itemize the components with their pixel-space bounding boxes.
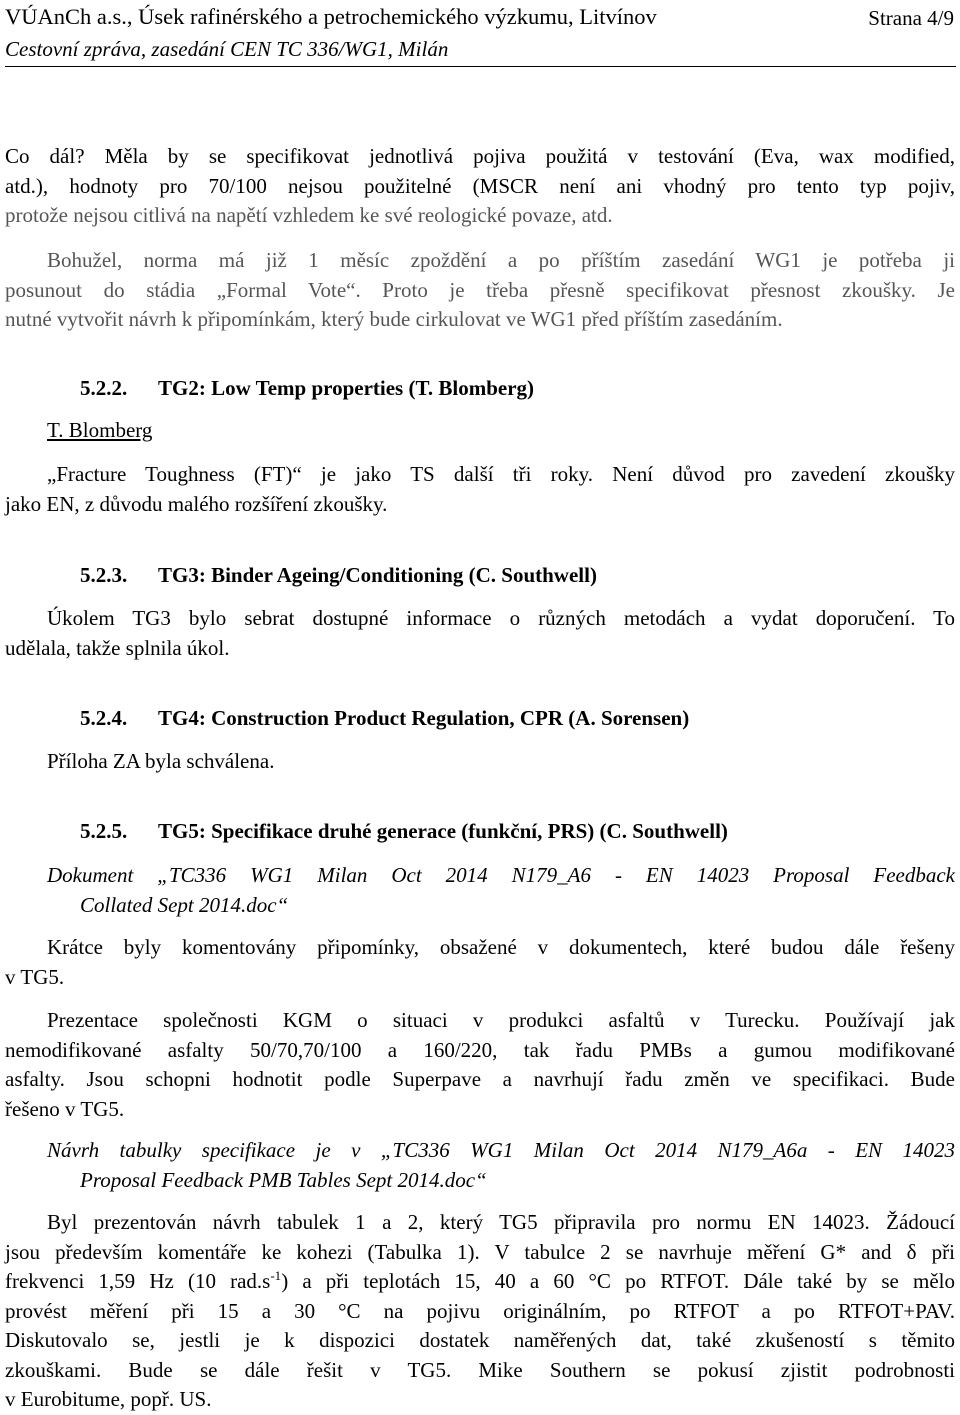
text-line: zkouškami. Bude se dále řešit v TG5. Mike Southern se pokusí zjistit podrobnosti [5,1357,955,1382]
section-number: 5.2.5. [80,819,128,843]
section-title: TG2: Low Temp properties (T. Blomberg) [158,376,535,400]
text-line: Příloha ZA byla schválena. [47,749,275,773]
text-line: Dokument „TC336 WG1 Milan Oct 2014 N179_A6 - EN 14023 Proposal Feedback [47,863,955,887]
text-line: nemodifikované asfalty 50/70,70/100 a 160/220, tak řadu PMBs a gumou modifikované [5,1037,955,1062]
text-line: Bohužel, norma má již 1 měsíc zpoždění a po příštím zasedání WG1 je potřeba ji [47,248,955,272]
section-heading-5-2-4 [80,706,689,731]
text-line: Byl prezentován návrh tabulek 1 a 2, který TG5 připravila pro normu EN 14023. Žádoucí [47,1210,955,1234]
document-reference-1 [47,861,955,920]
section-heading-5-2-3 [80,563,597,588]
section-title: TG3: Binder Ageing/Conditioning (C. Southwell) [158,563,597,587]
text-line: posunout do stádia „Formal Vote“. Proto je třeba přesně specifikovat přesnost zkoušky. Je [5,277,955,302]
text-line: v Eurobitume, popř. US. [5,1387,212,1411]
author-name: T. Blomberg [47,418,153,442]
paragraph-next-steps [5,142,955,231]
page-number: Strana 4/9 [868,6,954,30]
section-title: TG5: Specifikace druhé generace (funkční, PRS) (C. Southwell) [158,819,728,843]
paragraph-tg3 [5,604,955,663]
text-line [5,1267,955,1297]
text-line: Co dál? Měla by se specifikovat jednotlivá pojiva použitá v testování (Eva, wax modified, [5,144,955,168]
text-line: asfalty. Jsou schopni hodnotit podle Superpave a navrhují řadu změn ve specifikaci. Bude [5,1067,955,1091]
header-rule [5,66,956,67]
text-line: v TG5. [5,964,65,989]
text-line: Návrh tabulky specifikace je v „TC336 WG1 Milan Oct 2014 N179_A6a - EN 14023 [47,1138,955,1162]
text-line: jsou především komentáře ke kohezi (Tabulka 1). V tabulce 2 se navrhuje měření G* and δ při [5,1239,955,1264]
paragraph-fracture-toughness [5,460,955,519]
section-heading-5-2-2 [80,376,534,401]
text-fragment: frekvenci 1,59 Hz (10 rad.s [5,1269,271,1293]
text-line: protože nejsou citlivá na napětí vzhledem ke své reologické povaze, atd. [5,203,613,227]
text-line: Proposal Feedback PMB Tables Sept 2014.doc“ [80,1167,487,1192]
header-organization: VÚAnCh a.s., Úsek rafinérského a petrochemického výzkumu, Litvínov [5,4,657,29]
section-number: 5.2.2. [80,376,128,400]
section-title: TG4: Construction Product Regulation, CPR (A. Sorensen) [158,706,690,730]
header-subtitle: Cestovní zpráva, zasedání CEN TC 336/WG1, Milán [5,37,449,61]
text-fragment: ) a při teplotách 15, 40 a 60 °C po RTFOT. Dále také by se mělo [281,1269,956,1293]
section-number: 5.2.3. [80,563,128,587]
text-line: Prezentace společnosti KGM o situaci v produkci asfaltů v Turecku. Používají jak [47,1008,955,1032]
paragraph-kgm [5,1006,955,1124]
text-line: nutné vytvořit návrh k připomínkám, který bude cirkulovat ve WG1 před příštím zasedáním. [5,307,783,331]
superscript: -1 [270,1268,282,1283]
text-line: Diskutovalo se, jestli je k dispozici dostatek naměřených dat, také zkušeností s těmito [5,1328,955,1352]
text-line: jako EN, z důvodu malého rozšíření zkoušky. [5,491,388,516]
text-line: atd.), hodnoty pro 70/100 nejsou použitelné (MSCR není ani vhodný pro tento typ pojiv, [5,173,955,198]
text-line: provést měření při 15 a 30 °C na pojivu originálním, po RTFOT a po RTFOT+PAV. [5,1298,955,1323]
paragraph-tg4 [47,747,947,777]
text-line: Úkolem TG3 bylo sebrat dostupné informace o různých metodách a vydat doporučení. To [47,606,955,630]
text-line: Collated Sept 2014.doc“ [80,892,289,917]
text-line: řešeno v TG5. [5,1096,125,1121]
text-line: Krátce byly komentovány připomínky, obsažené v dokumentech, které budou dále řešeny [47,935,955,959]
section-heading-5-2-5 [80,819,728,844]
text-line: „Fracture Toughness (FT)“ je jako TS další tři roky. Není důvod pro zavedení zkoušky [47,462,955,486]
paragraph-tables [5,1208,955,1415]
paragraph-comments [5,933,955,992]
paragraph-delay [5,246,955,335]
document-reference-2 [47,1136,955,1195]
text-line: udělala, takže splnila úkol. [5,635,230,660]
section-number: 5.2.4. [80,706,128,730]
